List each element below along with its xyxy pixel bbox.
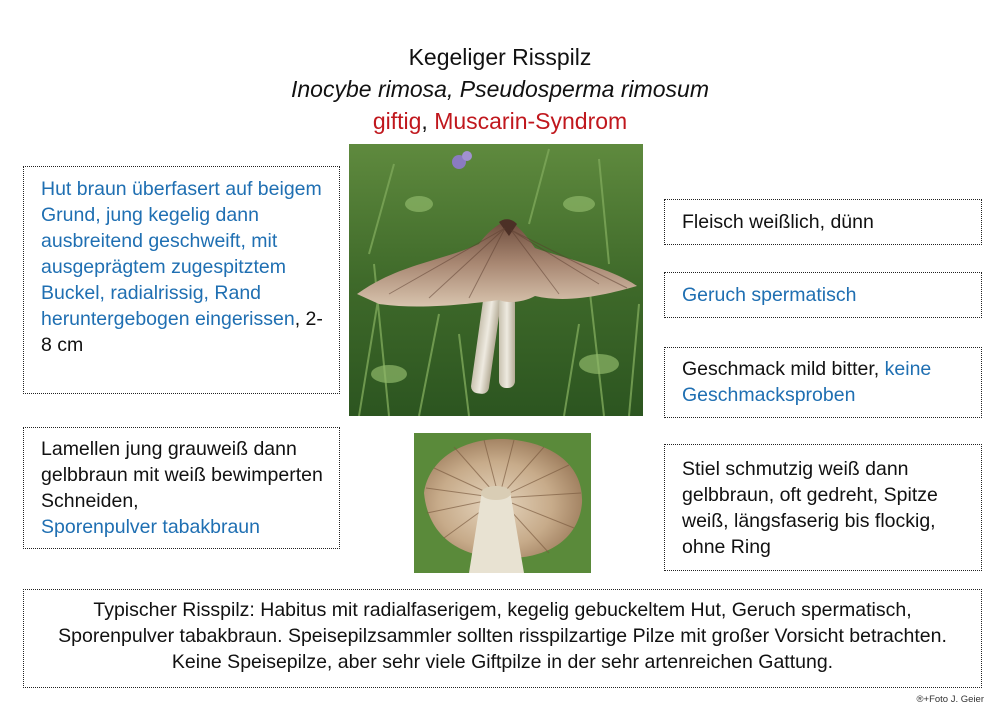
flesh-card xyxy=(664,199,982,245)
common-name: Kegeliger Risspilz xyxy=(408,44,592,70)
smell-text: Geruch spermatisch xyxy=(682,284,857,306)
cap-size-text: , 2-8 cm xyxy=(41,308,323,356)
syndrome-label: Muscarin-Syndrom xyxy=(434,108,628,134)
taste-card xyxy=(664,347,982,418)
toxicity-separator: , xyxy=(421,108,435,134)
taste-text: Geschmack mild bitter, xyxy=(682,358,885,380)
mushroom-gills-illustration xyxy=(414,433,591,573)
gills-description-text: Lamellen jung grauweiß dann gelbbraun mit weiß bewimperten Schneiden, xyxy=(41,438,323,512)
spore-print-text: Sporenpulver tabakbraun xyxy=(41,516,260,538)
no-taste-warning: keine Geschmacksproben xyxy=(682,358,932,406)
toxicity-line xyxy=(0,107,1000,136)
stem-text: Stiel schmutzig weiß dann gelbbraun, oft gedreht, Spitze weiß, längsfaserig bis flockig, ohne Ring xyxy=(682,458,938,558)
cap-description-text: Hut braun überfasert auf beigem Grund, jung kegelig dann ausbreitend geschweift, mit ausgeprägtem zugespitztem Buckel, radialrissig, Rand heruntergebogen eingerissen xyxy=(41,178,322,330)
mushroom-photo-gills xyxy=(414,433,591,573)
flesh-text: Fleisch weißlich, dünn xyxy=(682,211,874,233)
gills-description-card xyxy=(23,427,340,549)
mushroom-side-illustration xyxy=(349,144,643,416)
summary-card xyxy=(23,589,982,688)
cap-description-card xyxy=(23,166,340,394)
stem-card xyxy=(664,444,982,571)
smell-card xyxy=(664,272,982,318)
toxicity-label: giftig xyxy=(372,108,422,134)
mushroom-photo-side xyxy=(349,144,643,416)
scientific-name: Inocybe rimosa, Pseudosperma rimosum xyxy=(291,76,709,102)
photo-credit: ®+Foto J. Geier xyxy=(916,694,984,705)
summary-text: Typischer Risspilz: Habitus mit radialfaserigem, kegelig gebuckeltem Hut, Geruch spermatisch, Sporenpulver tabakbraun. Speisepilzsammler sollten risspilzartige Pilze mit großer Vorsicht betrachten. Keine Speisepilze, aber sehr viele Giftpilze in der sehr artenreichen Gattung. xyxy=(58,599,947,673)
